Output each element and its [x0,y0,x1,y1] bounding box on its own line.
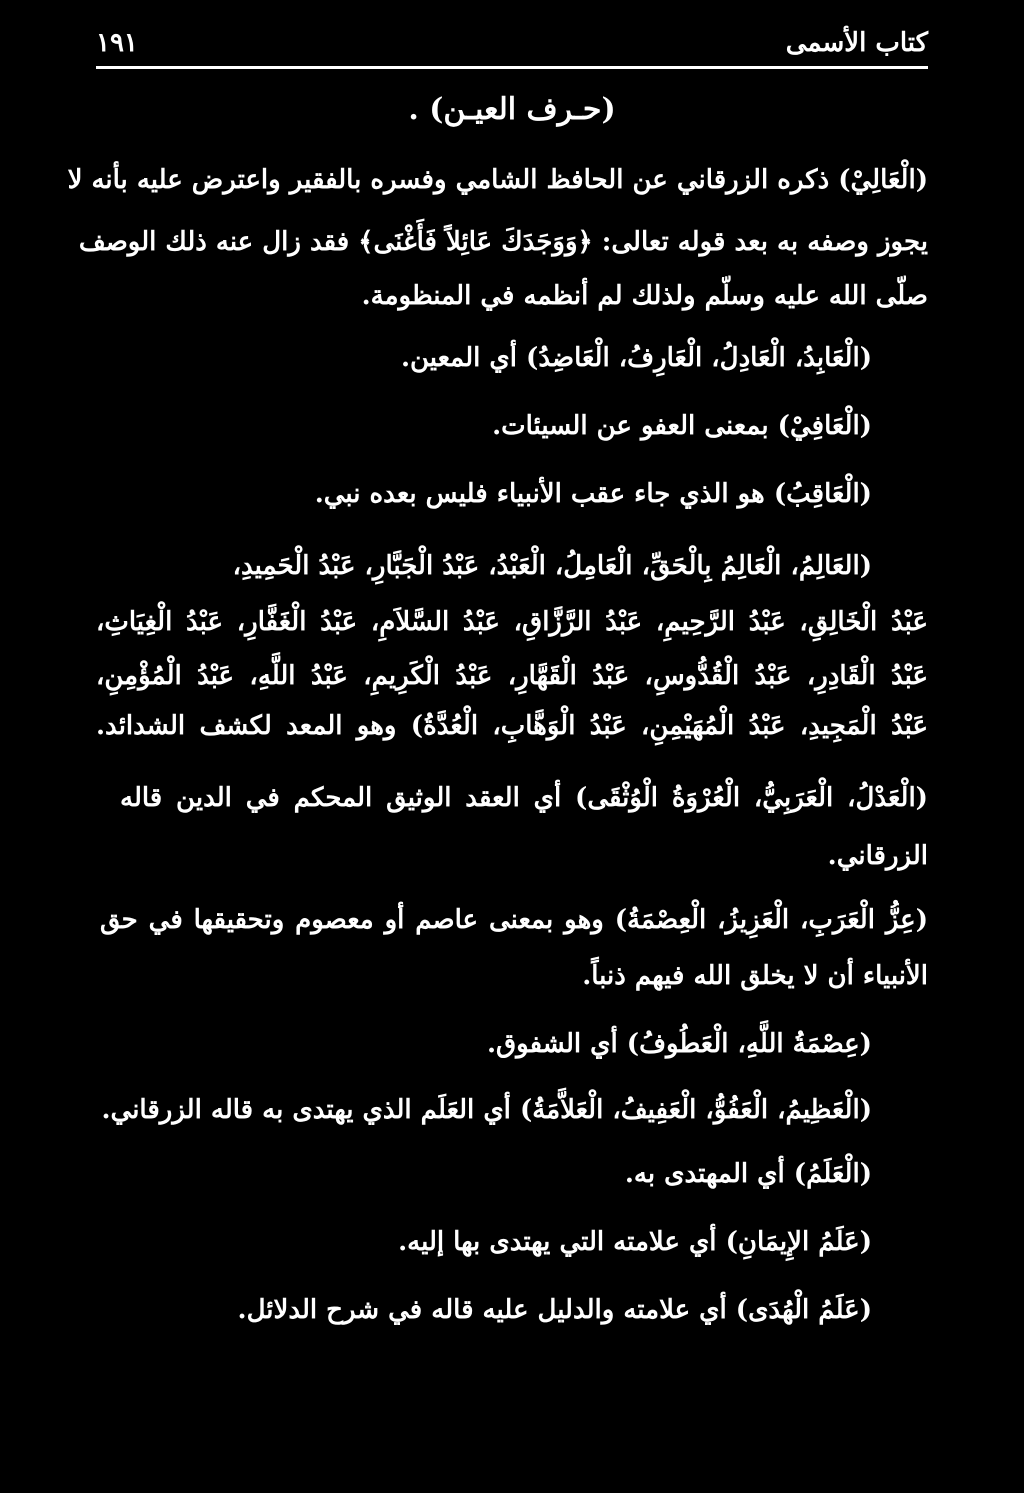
entry-line: (الْعَابِدُ، الْعَادِلُ، الْعَارِفُ، الْعَاضِدُ) أي المعين. [400,343,872,373]
entry-line: (الْعَالِيْ) ذكره الزرقاني عن الحافظ الشامي وفسره بالفقير واعترض عليه بأنه لا [67,165,928,195]
entry-line: (العَالِمُ، الْعَالِمُ بِالْحَقِّ، الْعَامِلُ، الْعَبْدُ، عَبْدُ الْجَبَّارِ، عَبْدُ الْحَمِيدِ، [232,551,872,581]
entry-line: (عِصْمَةُ اللَّهِ، الْعَطُوفُ) أي الشفوق. [486,1029,872,1059]
entry-line: (الْعَلَمُ) أي المهتدى به. [624,1159,872,1189]
page-number: ١٩١ [96,28,138,58]
entry-line: (عِزُّ الْعَرَبِ، الْعَزِيزُ، الْعِصْمَةُ) وهو بمعنى عاصم أو معصوم وتحقيقها في حق [100,905,928,935]
entry-line: عَبْدُ الْخَالِقِ، عَبْدُ الرَّحِيمِ، عَبْدُ الرَّزَّاقِ، عَبْدُ السَّلاَمِ، عَبْدُ الْغَفَّارِ، عَبْدُ الْغِيَاثِ، [96,607,928,637]
entry-line: (الْعَدْلُ، الْعَرَبِيُّ، الْعُرْوَةُ الْوُثْقَى) أي العقد الوثيق المحكم في الدين قاله [120,783,928,813]
entry-line: (عَلَمُ الإِيمَانِ) أي علامته التي يهتدى بها إليه. [398,1227,872,1257]
entry-line: عَبْدُ الْمَجِيدِ، عَبْدُ الْمُهَيْمِنِ، عَبْدُ الْوَهَّابِ، الْعُدَّةُ) وهو المعد لكشف الشدائد. [96,711,928,741]
entry-line: (الْعَاقِبُ) هو الذي جاء عقب الأنبياء فليس بعده نبي. [314,479,872,509]
entry-line: عَبْدُ الْقَادِرِ، عَبْدُ الْقُدُّوسِ، عَبْدُ الْقَهَّارِ، عَبْدُ الْكَرِيمِ، عَبْدُ اللَّهِ، عَبْدُ الْمُؤْمِنِ، [96,661,928,691]
entry-line: صلّى الله عليه وسلّم ولذلك لم أنظمه في المنظومة. [361,281,928,311]
entry-line: الأنبياء أن لا يخلق الله فيهم ذنباً. [582,961,928,991]
entry-line: (عَلَمُ الْهُدَى) أي علامته والدليل عليه قاله في شرح الدلائل. [237,1295,872,1325]
entry-line: الزرقاني. [827,841,928,871]
running-title: كتاب الأسمى [785,28,928,58]
entry-line: يجوز وصفه به بعد قوله تعالى: ﴿وَوَجَدَكَ عَائِلاً فَأَغْنَى﴾ فقد زال عنه ذلك الوصف [78,227,928,257]
entry-line: (الْعَظِيمُ، الْعَفُوُّ، الْعَفِيفُ، الْعَلاَّمَةُ) أي العَلَم الذي يهتدى به قاله الزرقاني. [101,1095,872,1125]
header-rule [96,66,928,69]
entry-line: (الْعَافِيْ) بمعنى العفو عن السيئات. [492,411,872,441]
section-title: (حـرف العيـن) . [408,92,616,127]
page-header [96,28,928,64]
